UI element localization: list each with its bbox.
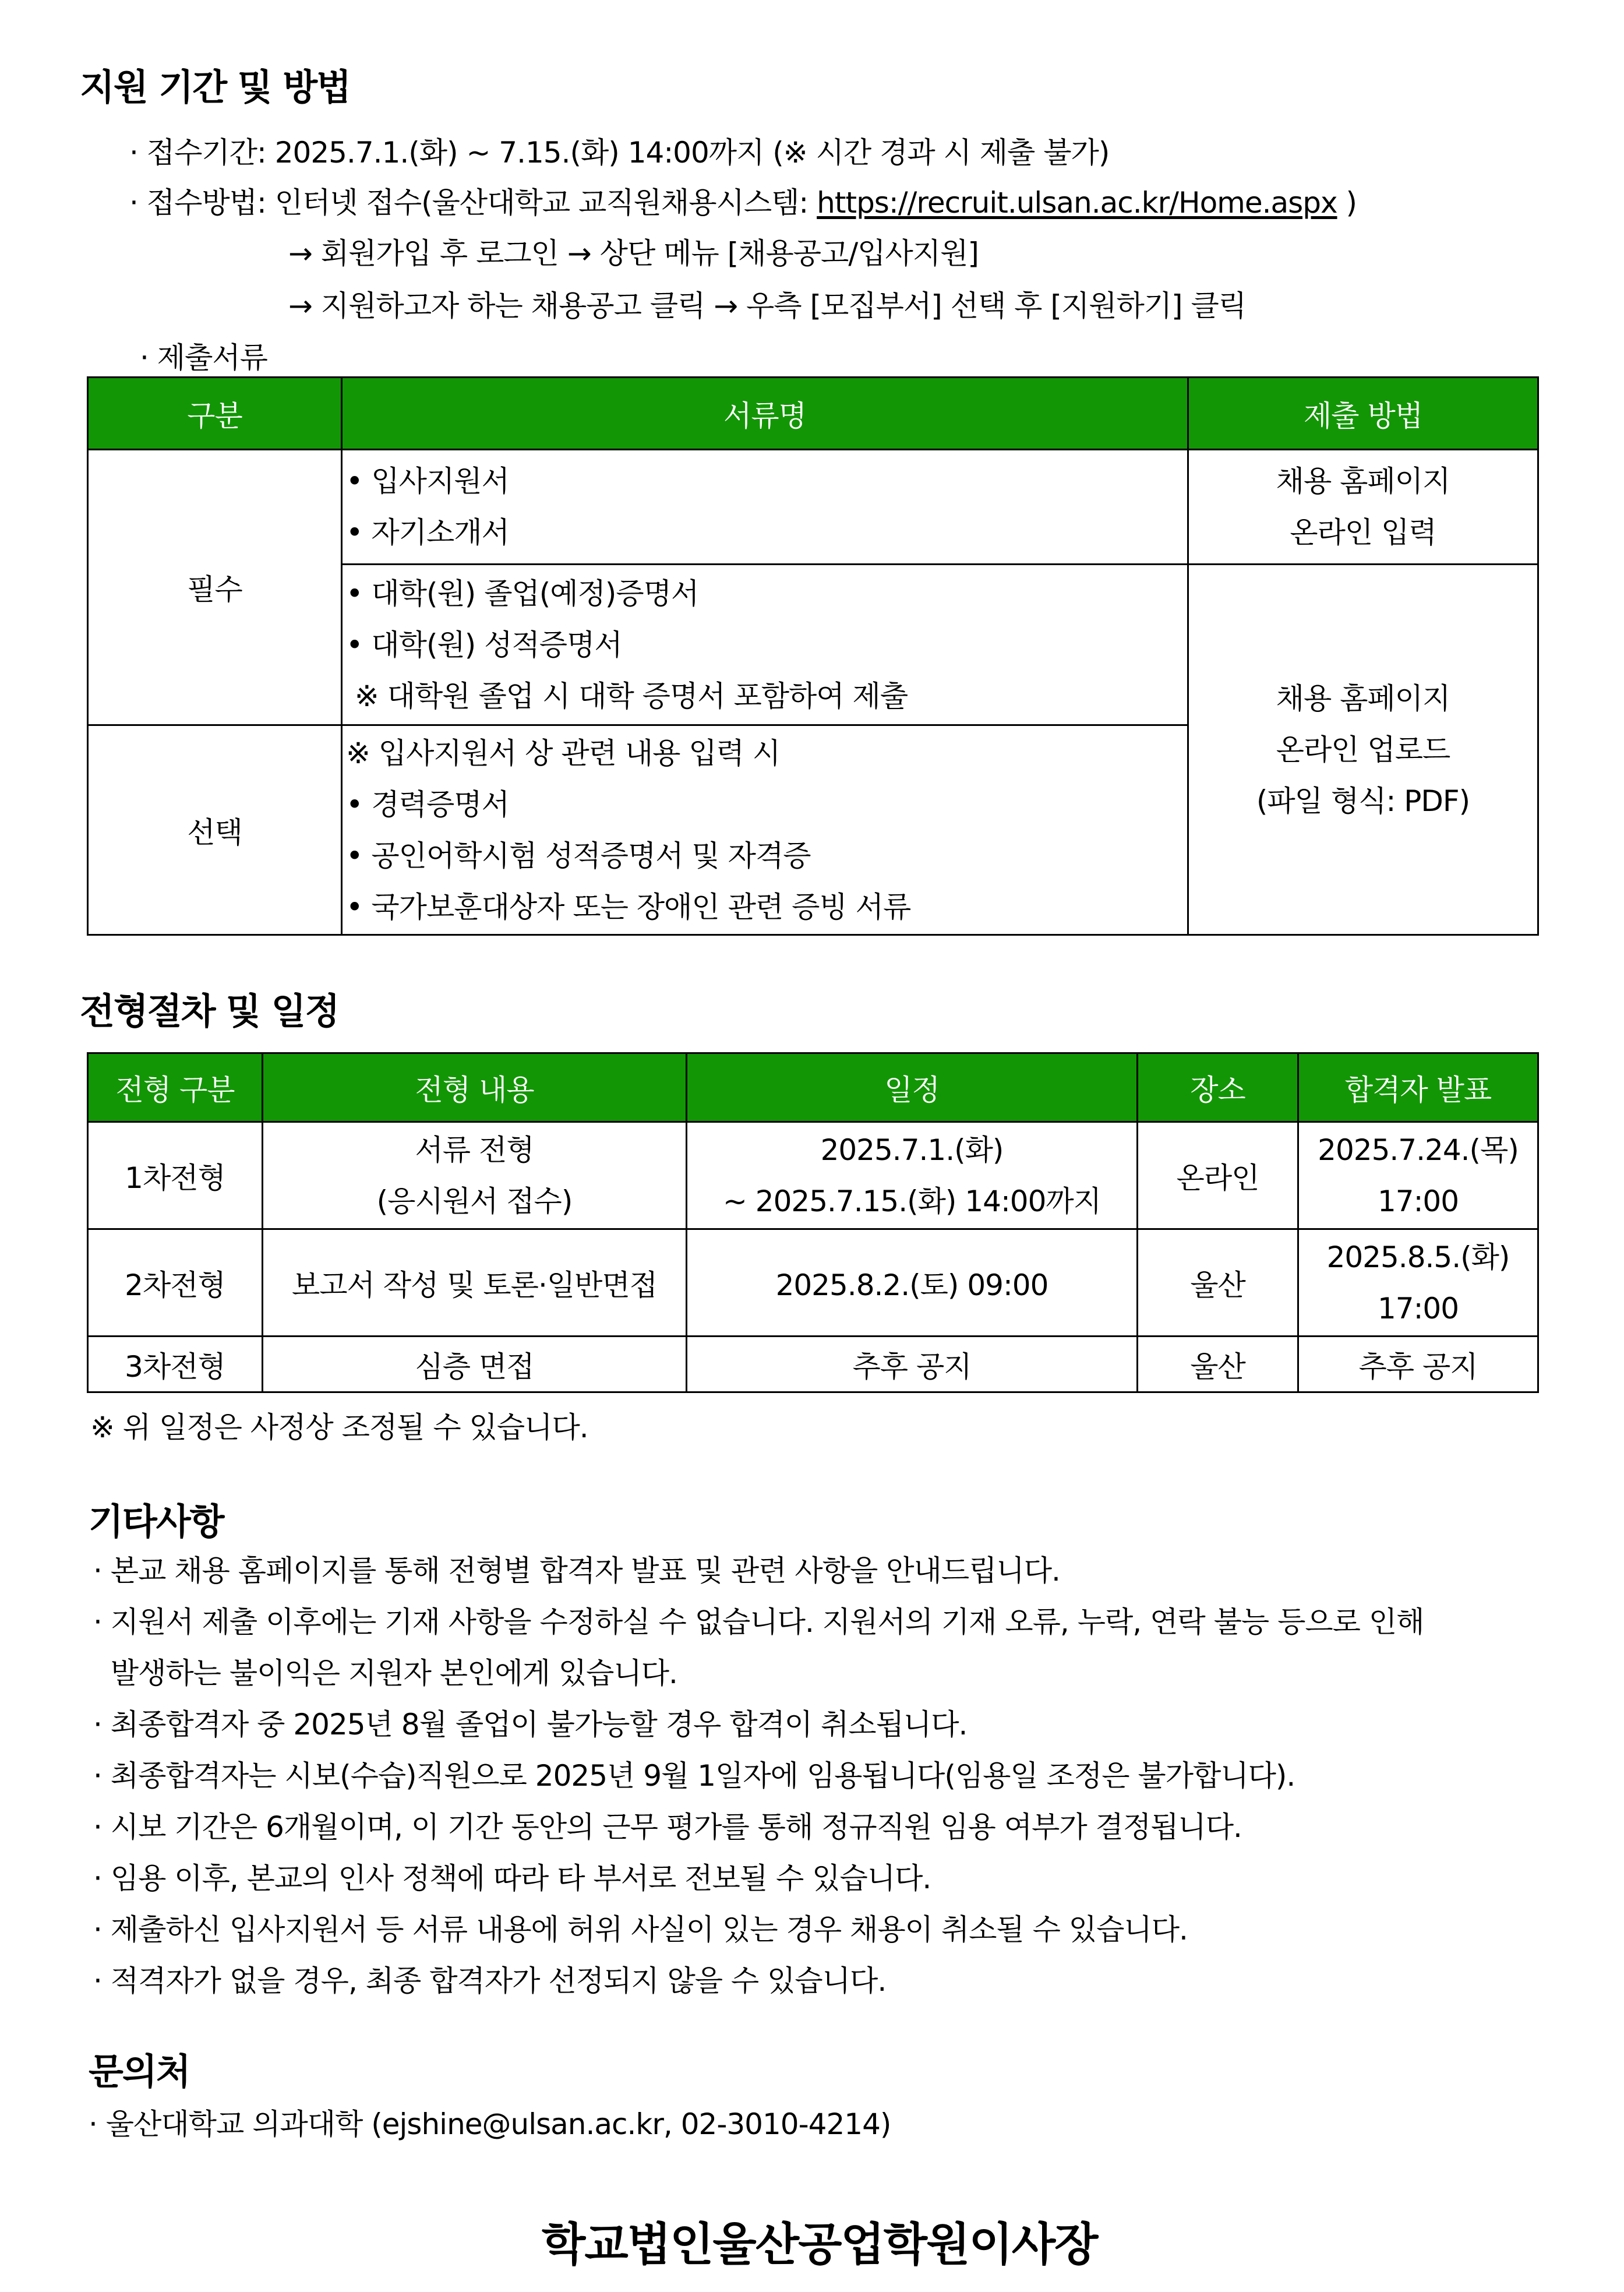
method-line: 채용 홈페이지 <box>1276 464 1450 498</box>
header-content: 전형 내용 <box>263 1053 687 1122</box>
documents-label: · 제출서류 <box>140 341 267 375</box>
schedule: 추후 공지 <box>687 1337 1138 1392</box>
content <box>263 1122 687 1229</box>
required-upload-docs <box>342 565 1188 725</box>
content: 심층 면접 <box>263 1337 687 1392</box>
list-item: • 입사지원서 <box>346 464 509 498</box>
header-document-name: 서류명 <box>342 378 1188 450</box>
table-row <box>88 1337 1538 1392</box>
schedule-table <box>87 1052 1539 1393</box>
list-item: • 대학(원) 성적증명서 <box>346 627 622 662</box>
apply-period: · 접수기간: 2025.7.1.(화) ~ 7.15.(화) 14:00까지 (※ 시간 경과 시 제출 불가) <box>129 136 1110 170</box>
announce <box>1298 1229 1538 1337</box>
section-title-apply: 지원 기간 및 방법 <box>80 66 350 108</box>
category-optional: 선택 <box>88 725 342 935</box>
schedule: 2025.8.2.(토) 09:00 <box>687 1229 1138 1337</box>
announce-line: 17:00 <box>1377 1291 1459 1325</box>
apply-method-prefix: · 접수방법: 인터넷 접수(울산대학교 교직원채용시스템: <box>129 186 817 220</box>
signature: 학교법인울산공업학원이사장 <box>542 2219 1097 2271</box>
content: 보고서 작성 및 토론·일반면접 <box>263 1229 687 1337</box>
apply-method-suffix: ) <box>1337 186 1357 220</box>
etc-item: · 제출하신 입사지원서 등 서류 내용에 허위 사실이 있는 경우 채용이 취소될 수 있습니다. <box>93 1913 1188 1947</box>
category-required: 필수 <box>88 450 342 725</box>
header-date: 일정 <box>687 1053 1138 1122</box>
announce <box>1298 1122 1538 1229</box>
documents-table-header <box>88 378 1538 450</box>
announce-line: 2025.8.5.(화) <box>1326 1240 1510 1274</box>
section-title-etc: 기타사항 <box>89 1500 224 1543</box>
schedule-line: ~ 2025.7.15.(화) 14:00까지 <box>722 1184 1102 1218</box>
list-item: • 대학(원) 졸업(예정)증명서 <box>346 576 699 611</box>
table-row <box>88 1229 1538 1337</box>
section-title-contact: 문의처 <box>89 2050 190 2093</box>
recruit-link[interactable]: https://recruit.ulsan.ac.kr/Home.aspx <box>817 186 1337 220</box>
table-row <box>88 1122 1538 1229</box>
list-item: • 국가보훈대상자 또는 장애인 관련 증빙 서류 <box>346 890 911 924</box>
contact-info: · 울산대학교 의과대학 (ejshine@ulsan.ac.kr, 02-3010-4214) <box>89 2107 891 2141</box>
list-item: • 자기소개서 <box>346 516 509 549</box>
table-row <box>88 450 1538 565</box>
method-line: 온라인 입력 <box>1290 516 1436 549</box>
method-online-input <box>1188 450 1538 565</box>
etc-item: · 임용 이후, 본교의 인사 정책에 따라 타 부서로 전보될 수 있습니다. <box>93 1861 931 1895</box>
section-title-schedule: 전형절차 및 일정 <box>80 990 339 1032</box>
schedule <box>687 1122 1138 1229</box>
apply-step-2: → 지원하고자 하는 채용공고 클릭 → 우측 [모집부서] 선택 후 [지원하기] 클릭 <box>288 289 1247 323</box>
place: 온라인 <box>1138 1122 1298 1229</box>
etc-item-continuation: 발생하는 불이익은 지원자 본인에게 있습니다. <box>93 1656 677 1690</box>
optional-docs <box>342 725 1188 935</box>
etc-item: · 최종합격자는 시보(수습)직원으로 2025년 9월 1일자에 임용됩니다(임용일 조정은 불가합니다). <box>93 1759 1295 1793</box>
content-line: 서류 전형 <box>415 1133 534 1167</box>
method-line: (파일 형식: PDF) <box>1256 784 1470 818</box>
method-line: 온라인 업로드 <box>1276 732 1450 767</box>
place: 울산 <box>1138 1229 1298 1337</box>
list-item: • 공인어학시험 성적증명서 및 자격증 <box>346 838 811 873</box>
list-note: ※ 입사지원서 상 관련 내용 입력 시 <box>346 736 781 770</box>
place: 울산 <box>1138 1337 1298 1392</box>
method-line: 채용 홈페이지 <box>1276 681 1450 715</box>
method-online-upload <box>1188 565 1538 935</box>
schedule-note: ※ 위 일정은 사정상 조정될 수 있습니다. <box>90 1411 588 1444</box>
header-place: 장소 <box>1138 1053 1298 1122</box>
announce: 추후 공지 <box>1298 1337 1538 1392</box>
schedule-line: 2025.7.1.(화) <box>820 1133 1004 1167</box>
etc-item: · 본교 채용 홈페이지를 통해 전형별 합격자 발표 및 관련 사항을 안내드립니다. <box>93 1554 1060 1588</box>
stage: 3차전형 <box>88 1337 263 1392</box>
content-line: (응시원서 접수) <box>376 1184 573 1218</box>
schedule-table-header <box>88 1053 1538 1122</box>
required-online-docs <box>342 450 1188 565</box>
documents-table <box>87 376 1539 936</box>
stage: 1차전형 <box>88 1122 263 1229</box>
apply-step-1: → 회원가입 후 로그인 → 상단 메뉴 [채용공고/입사지원] <box>288 237 979 270</box>
announce-line: 17:00 <box>1377 1184 1459 1218</box>
etc-item: · 시보 기간은 6개월이며, 이 기간 동안의 근무 평가를 통해 정규직원 임용 여부가 결정됩니다. <box>93 1810 1242 1844</box>
etc-item: · 최종합격자 중 2025년 8월 졸업이 불가능할 경우 합격이 취소됩니다. <box>93 1708 968 1741</box>
header-stage: 전형 구분 <box>88 1053 263 1122</box>
list-item: • 경력증명서 <box>346 787 509 821</box>
header-submit-method: 제출 방법 <box>1188 378 1538 450</box>
stage: 2차전형 <box>88 1229 263 1337</box>
announce-line: 2025.7.24.(목) <box>1318 1133 1519 1167</box>
apply-method <box>129 179 1357 221</box>
etc-item: · 지원서 제출 이후에는 기재 사항을 수정하실 수 없습니다. 지원서의 기재 오류, 누락, 연락 불능 등으로 인해 <box>93 1605 1424 1639</box>
header-category: 구분 <box>88 378 342 450</box>
list-note: ※ 대학원 졸업 시 대학 증명서 포함하여 제출 <box>346 679 908 713</box>
etc-item: · 적격자가 없을 경우, 최종 합격자가 선정되지 않을 수 있습니다. <box>93 1964 887 1998</box>
header-announce: 합격자 발표 <box>1298 1053 1538 1122</box>
